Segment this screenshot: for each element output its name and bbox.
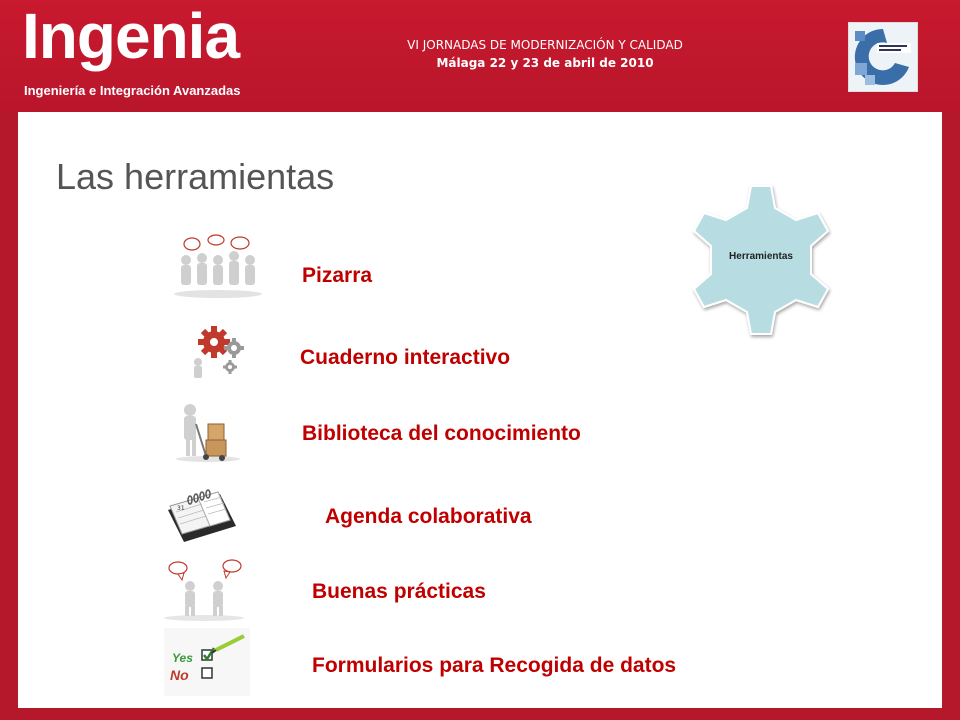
gears-icon (186, 322, 248, 380)
slide-title: Las herramientas (56, 156, 335, 197)
tool-label-biblioteca: Biblioteca del conocimiento (302, 422, 581, 445)
svg-text:31: 31 (177, 505, 185, 512)
gear-label: Herramientas (729, 251, 793, 262)
svg-text:No: No (170, 667, 189, 683)
tool-label-formularios: Formularios para Recogida de datos (312, 654, 677, 677)
event-title: VI JORNADAS DE MODERNIZACIÓN Y CALIDAD (407, 38, 683, 52)
hand-truck-boxes-icon (172, 402, 242, 462)
event-date: Málaga 22 y 23 de abril de 2010 (436, 56, 654, 70)
brand-logo: Ingenia (22, 0, 240, 72)
brand-subtitle: Ingeniería e Integración Avanzadas (24, 83, 241, 98)
tool-label-cuaderno: Cuaderno interactivo (300, 346, 511, 369)
tool-label-pizarra: Pizarra (302, 264, 373, 287)
yes-no-checklist-icon (164, 628, 250, 696)
tool-label-agenda: Agenda colaborativa (325, 505, 532, 528)
tool-label-buenas-practicas: Buenas prácticas (312, 580, 486, 603)
event-info (380, 36, 710, 72)
svg-text:Yes: Yes (172, 651, 193, 665)
discussion-group-icon (172, 234, 264, 298)
talking-people-icon (158, 556, 250, 622)
calendar-icon (164, 486, 240, 544)
event-logo-image (848, 22, 918, 92)
